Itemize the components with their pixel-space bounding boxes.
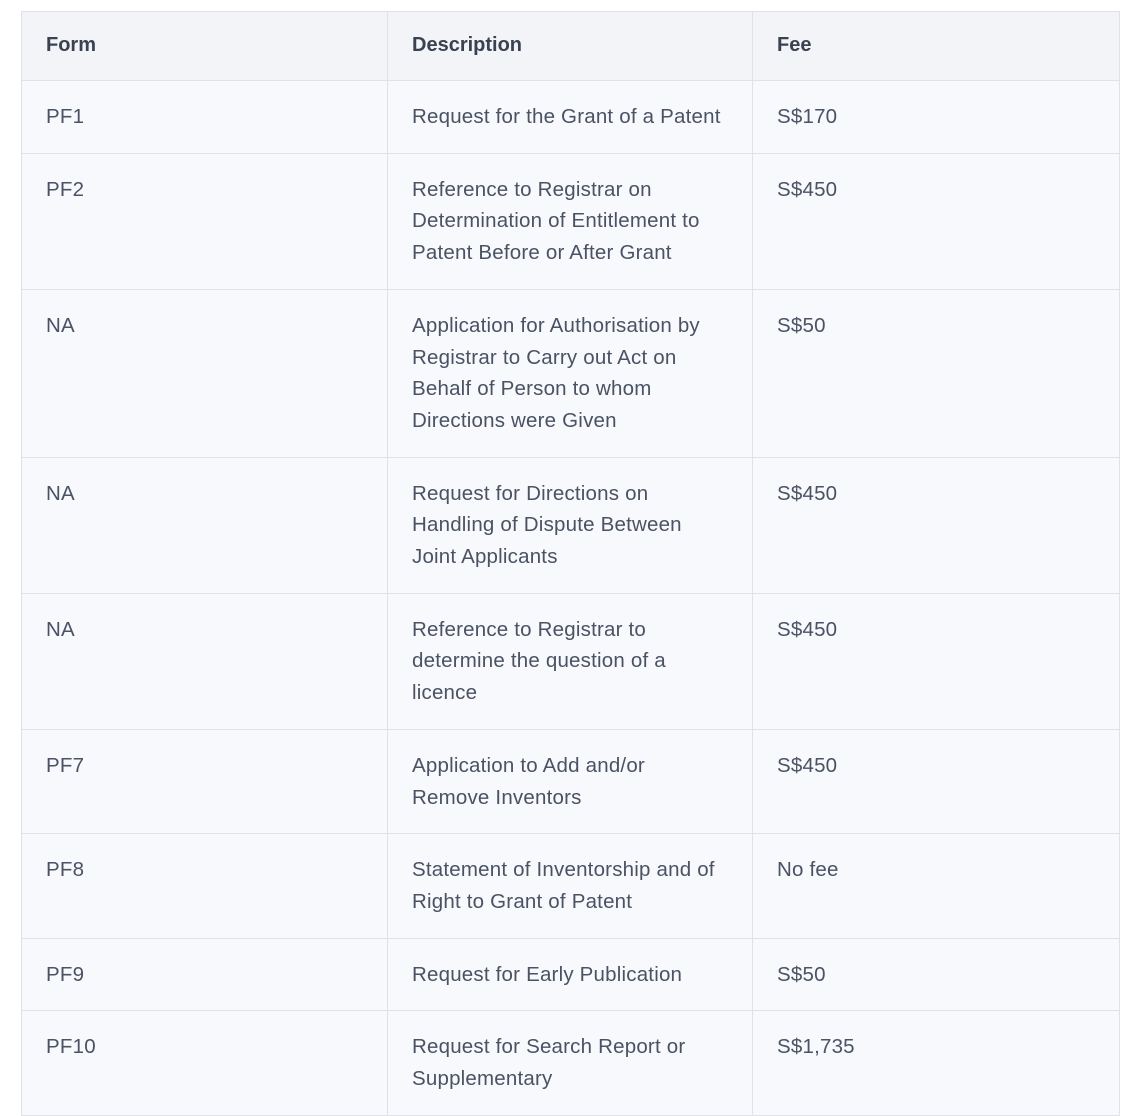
fee-cell: S$170 (753, 81, 1120, 154)
column-header-form: Form (22, 12, 388, 81)
form-cell: PF2 (22, 153, 388, 289)
form-cell: NA (22, 289, 388, 457)
table-row (22, 289, 1120, 457)
fee-cell: No fee (753, 834, 1120, 938)
table-row (22, 729, 1120, 833)
form-cell: PF1 (22, 81, 388, 154)
description-cell: Request for the Grant of a Patent (388, 81, 753, 154)
description-cell: Application for Authorisation by Registrar to Carry out Act on Behalf of Person to whom Directions were Given (388, 289, 753, 457)
form-cell: NA (22, 593, 388, 729)
description-cell: Statement of Inventorship and of Right to Grant of Patent (388, 834, 753, 938)
table-row (22, 153, 1120, 289)
description-cell: Request for Early Publication (388, 938, 753, 1011)
fee-cell: S$450 (753, 457, 1120, 593)
description-cell: Request for Search Report or Supplementary (388, 1011, 753, 1115)
fee-table (21, 11, 1120, 1116)
fee-cell: S$50 (753, 938, 1120, 1011)
table-row (22, 593, 1120, 729)
fee-cell: S$450 (753, 153, 1120, 289)
column-header-fee: Fee (753, 12, 1120, 81)
form-cell: PF7 (22, 729, 388, 833)
fee-table-container (21, 11, 1119, 1116)
description-cell: Reference to Registrar to determine the question of a licence (388, 593, 753, 729)
table-row (22, 938, 1120, 1011)
table-header-row (22, 12, 1120, 81)
description-cell: Request for Directions on Handling of Dispute Between Joint Applicants (388, 457, 753, 593)
fee-cell: S$1,735 (753, 1011, 1120, 1115)
form-cell: PF10 (22, 1011, 388, 1115)
description-cell: Reference to Registrar on Determination of Entitlement to Patent Before or After Grant (388, 153, 753, 289)
fee-cell: S$450 (753, 593, 1120, 729)
table-row (22, 81, 1120, 154)
form-cell: NA (22, 457, 388, 593)
fee-cell: S$50 (753, 289, 1120, 457)
table-row (22, 457, 1120, 593)
form-cell: PF8 (22, 834, 388, 938)
column-header-description: Description (388, 12, 753, 81)
description-cell: Application to Add and/or Remove Inventors (388, 729, 753, 833)
fee-cell: S$450 (753, 729, 1120, 833)
table-row (22, 1011, 1120, 1115)
form-cell: PF9 (22, 938, 388, 1011)
table-row (22, 834, 1120, 938)
